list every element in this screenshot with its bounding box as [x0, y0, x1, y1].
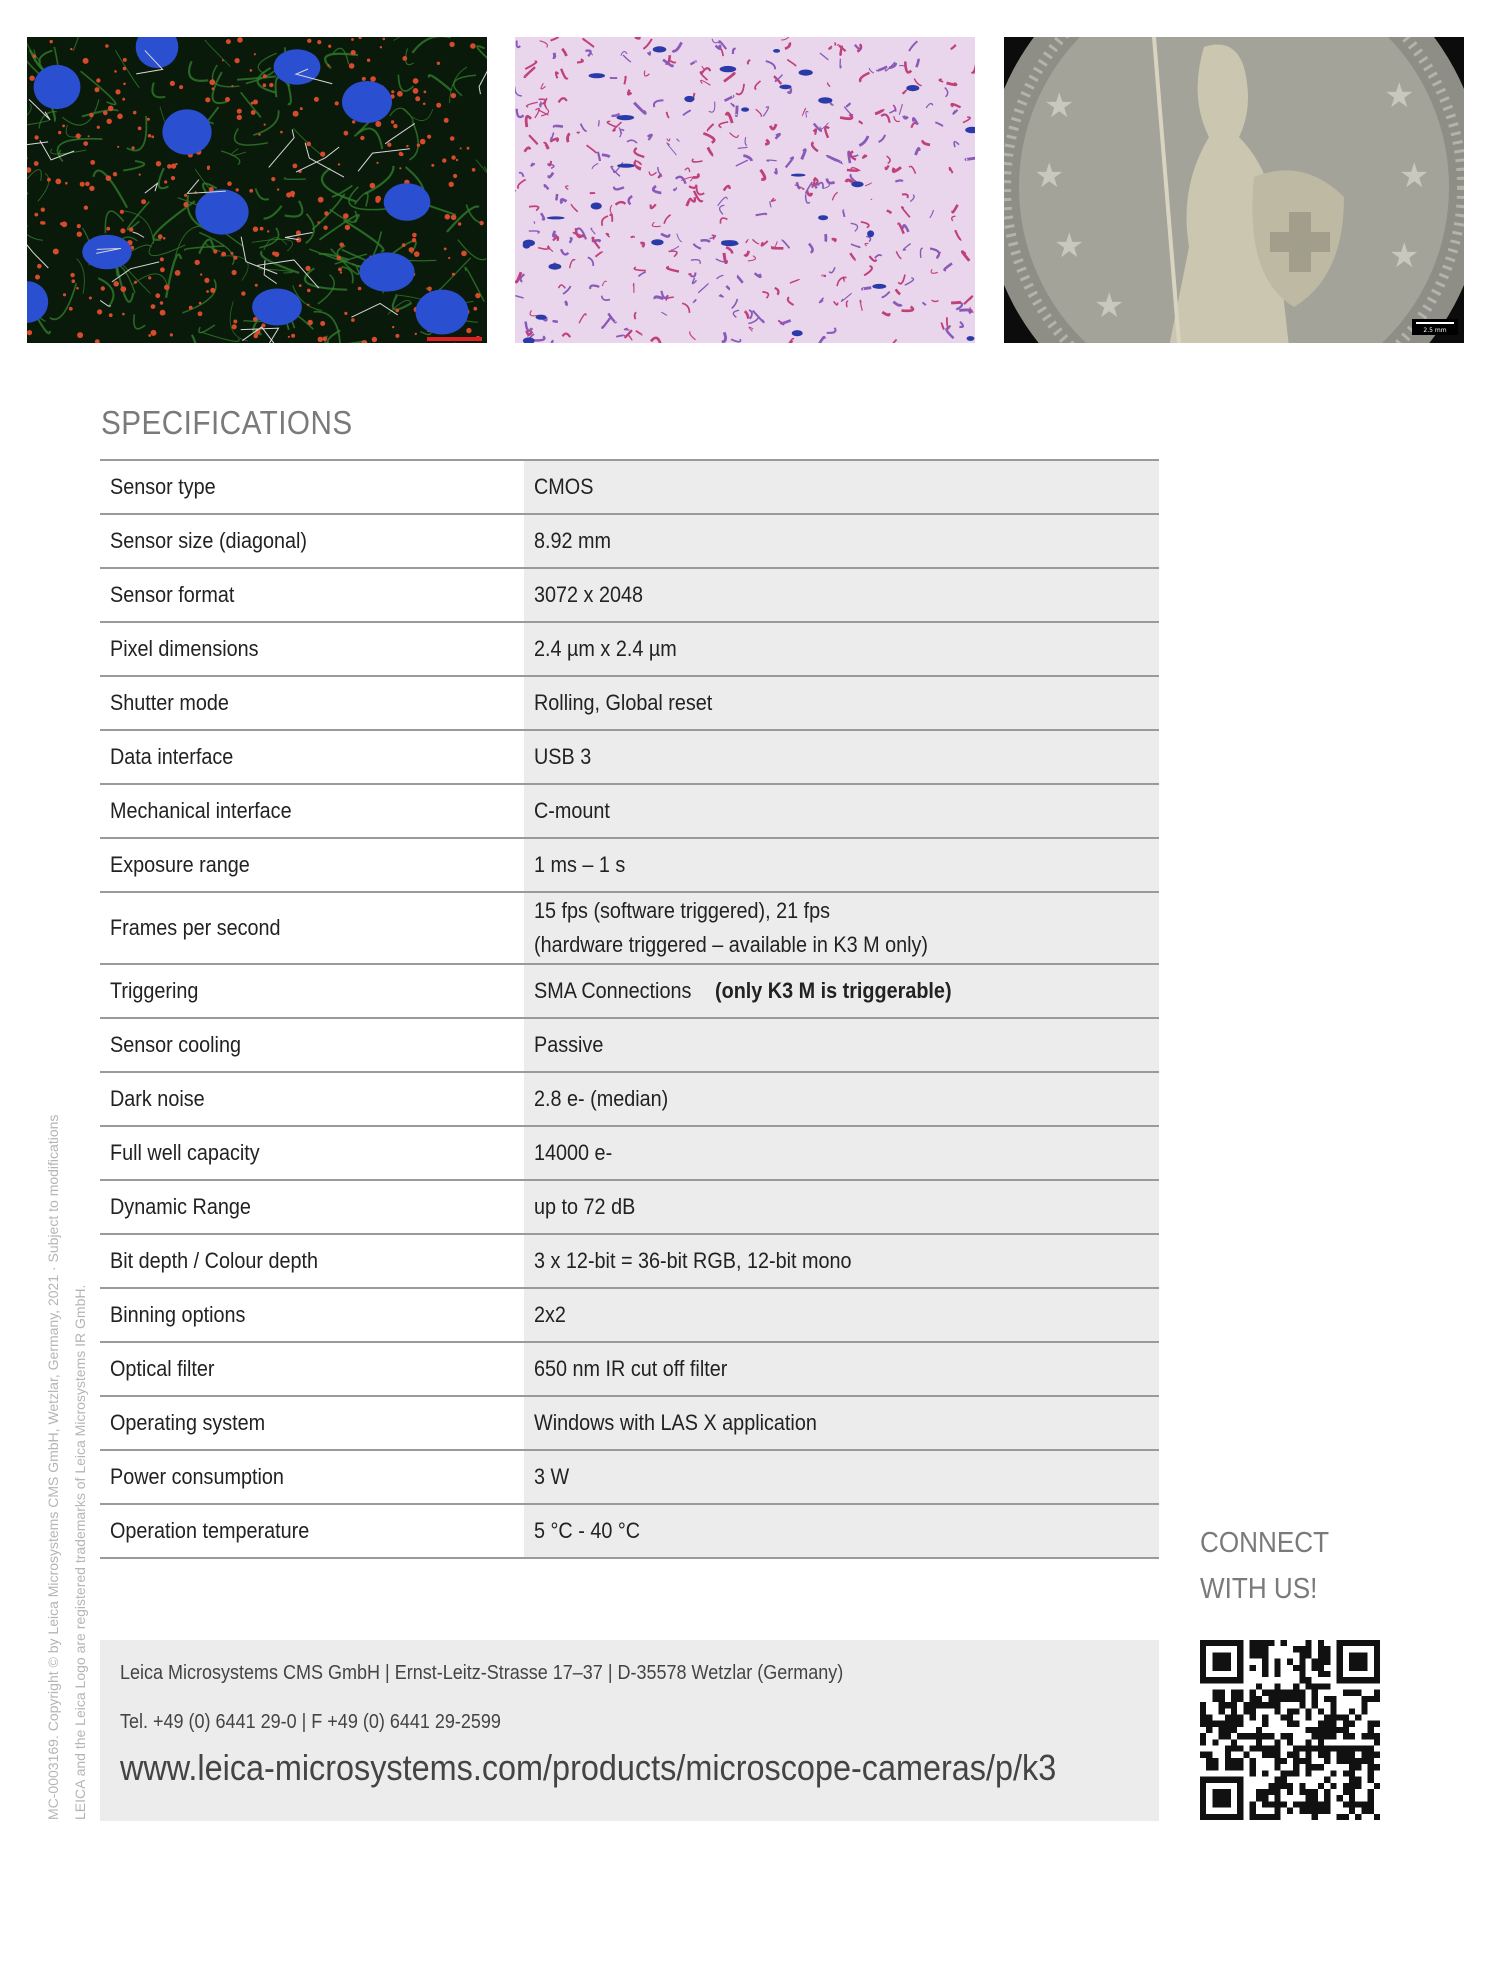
spec-row — [100, 1072, 1159, 1126]
svg-text:★: ★ — [1094, 286, 1125, 326]
spec-row — [100, 1018, 1159, 1072]
spec-label: Optical filter — [100, 1342, 524, 1396]
spec-row — [100, 892, 1159, 964]
trademark-line: LEICA and the Leica Logo are registered trademarks of Leica Microsystems IR GmbH. — [72, 1284, 88, 1820]
spec-row — [100, 964, 1159, 1018]
spec-label: Mechanical interface — [100, 784, 524, 838]
spec-value: Windows with LAS X application — [524, 1396, 1159, 1450]
spec-value-line2: (hardware triggered – available in K3 M only) — [534, 932, 929, 957]
spec-label: Power consumption — [100, 1450, 524, 1504]
spec-label: Operating system — [100, 1396, 524, 1450]
coin-scale-label: 2.5 mm — [1423, 327, 1447, 334]
specifications-title: SPECIFICATIONS — [101, 404, 353, 441]
spec-value: 3 x 12-bit = 36-bit RGB, 12-bit mono — [524, 1234, 1159, 1288]
spec-value: Passive — [524, 1018, 1159, 1072]
spec-label: Dark noise — [100, 1072, 524, 1126]
spec-row — [100, 460, 1159, 514]
spec-label: Bit depth / Colour depth — [100, 1234, 524, 1288]
spec-row — [100, 1396, 1159, 1450]
svg-text:★: ★ — [1399, 156, 1430, 196]
copyright-note — [40, 1115, 94, 1820]
spec-value: 3 W — [524, 1450, 1159, 1504]
spec-label: Sensor type — [100, 460, 524, 514]
fluorescence-cells-image — [27, 37, 487, 343]
company-address: Leica Microsystems CMS GmbH | Ernst-Leitz-Strasse 17–37 | D-35578 Wetzlar (Germany) — [120, 1662, 844, 1684]
spec-row — [100, 622, 1159, 676]
svg-text:★: ★ — [1034, 156, 1065, 196]
spec-value: 1 ms – 1 s — [524, 838, 1159, 892]
spec-value: 2.8 e- (median) — [524, 1072, 1159, 1126]
spec-label: Sensor size (diagonal) — [100, 514, 524, 568]
contact-box — [100, 1640, 1159, 1821]
spec-label: Dynamic Range — [100, 1180, 524, 1234]
spec-label: Binning options — [100, 1288, 524, 1342]
spec-row — [100, 1126, 1159, 1180]
spec-label: Exposure range — [100, 838, 524, 892]
svg-text:★: ★ — [1384, 76, 1415, 116]
specifications-table — [100, 459, 1159, 1559]
spec-row — [100, 1342, 1159, 1396]
qr-code-icon[interactable] — [1200, 1640, 1380, 1820]
spec-row — [100, 1180, 1159, 1234]
spec-value: 2.4 µm x 2.4 µm — [524, 622, 1159, 676]
spec-label: Triggering — [100, 964, 524, 1018]
svg-text:★: ★ — [1044, 86, 1075, 126]
spec-label: Sensor format — [100, 568, 524, 622]
spec-value: up to 72 dB — [524, 1180, 1159, 1234]
spec-value-note: (only K3 M is triggerable) — [715, 978, 952, 1003]
spec-row — [100, 1234, 1159, 1288]
spec-row — [100, 1288, 1159, 1342]
spec-row — [100, 514, 1159, 568]
copyright-line: MC-0003169. Copyright © by Leica Microsystems CMS GmbH, Wetzlar, Germany, 2021 · Subject to modifications — [45, 1114, 61, 1820]
spec-value: SMA Connections (only K3 M is triggerable) — [524, 964, 1159, 1018]
spec-label: Sensor cooling — [100, 1018, 524, 1072]
spec-value: 14000 e- — [524, 1126, 1159, 1180]
spec-value: 3072 x 2048 — [524, 568, 1159, 622]
spec-row — [100, 730, 1159, 784]
spec-label: Pixel dimensions — [100, 622, 524, 676]
product-url-link[interactable]: www.leica-microsystems.com/products/microscope-cameras/p/k3 — [120, 1747, 1057, 1788]
spec-value: 650 nm IR cut off filter — [524, 1342, 1159, 1396]
svg-text:★: ★ — [1389, 236, 1420, 276]
spec-row — [100, 1504, 1159, 1558]
spec-row — [100, 838, 1159, 892]
connect-line-2: WITH US! — [1200, 1573, 1318, 1605]
spec-label: Data interface — [100, 730, 524, 784]
coin-image — [1004, 37, 1464, 343]
stained-tissue-image — [515, 37, 975, 343]
spec-label: Operation temperature — [100, 1504, 524, 1558]
connect-heading — [1200, 1520, 1329, 1612]
spec-value: 8.92 mm — [524, 514, 1159, 568]
spec-row — [100, 1450, 1159, 1504]
connect-line-1: CONNECT — [1200, 1527, 1330, 1559]
spec-row — [100, 784, 1159, 838]
spec-value: CMOS — [524, 460, 1159, 514]
spec-value: 2x2 — [524, 1288, 1159, 1342]
spec-row — [100, 568, 1159, 622]
spec-value: USB 3 — [524, 730, 1159, 784]
spec-row — [100, 676, 1159, 730]
svg-text:★: ★ — [1054, 226, 1085, 266]
spec-value: 15 fps (software triggered), 21 fps (hardware triggered – available in K3 M only) — [524, 892, 1159, 964]
spec-label: Shutter mode — [100, 676, 524, 730]
spec-label: Full well capacity — [100, 1126, 524, 1180]
spec-value: Rolling, Global reset — [524, 676, 1159, 730]
company-phone: Tel. +49 (0) 6441 29-0 | F +49 (0) 6441 29-2599 — [120, 1711, 501, 1733]
spec-label: Frames per second — [100, 892, 524, 964]
spec-value: 5 °C - 40 °C — [524, 1504, 1159, 1558]
spec-value: C-mount — [524, 784, 1159, 838]
